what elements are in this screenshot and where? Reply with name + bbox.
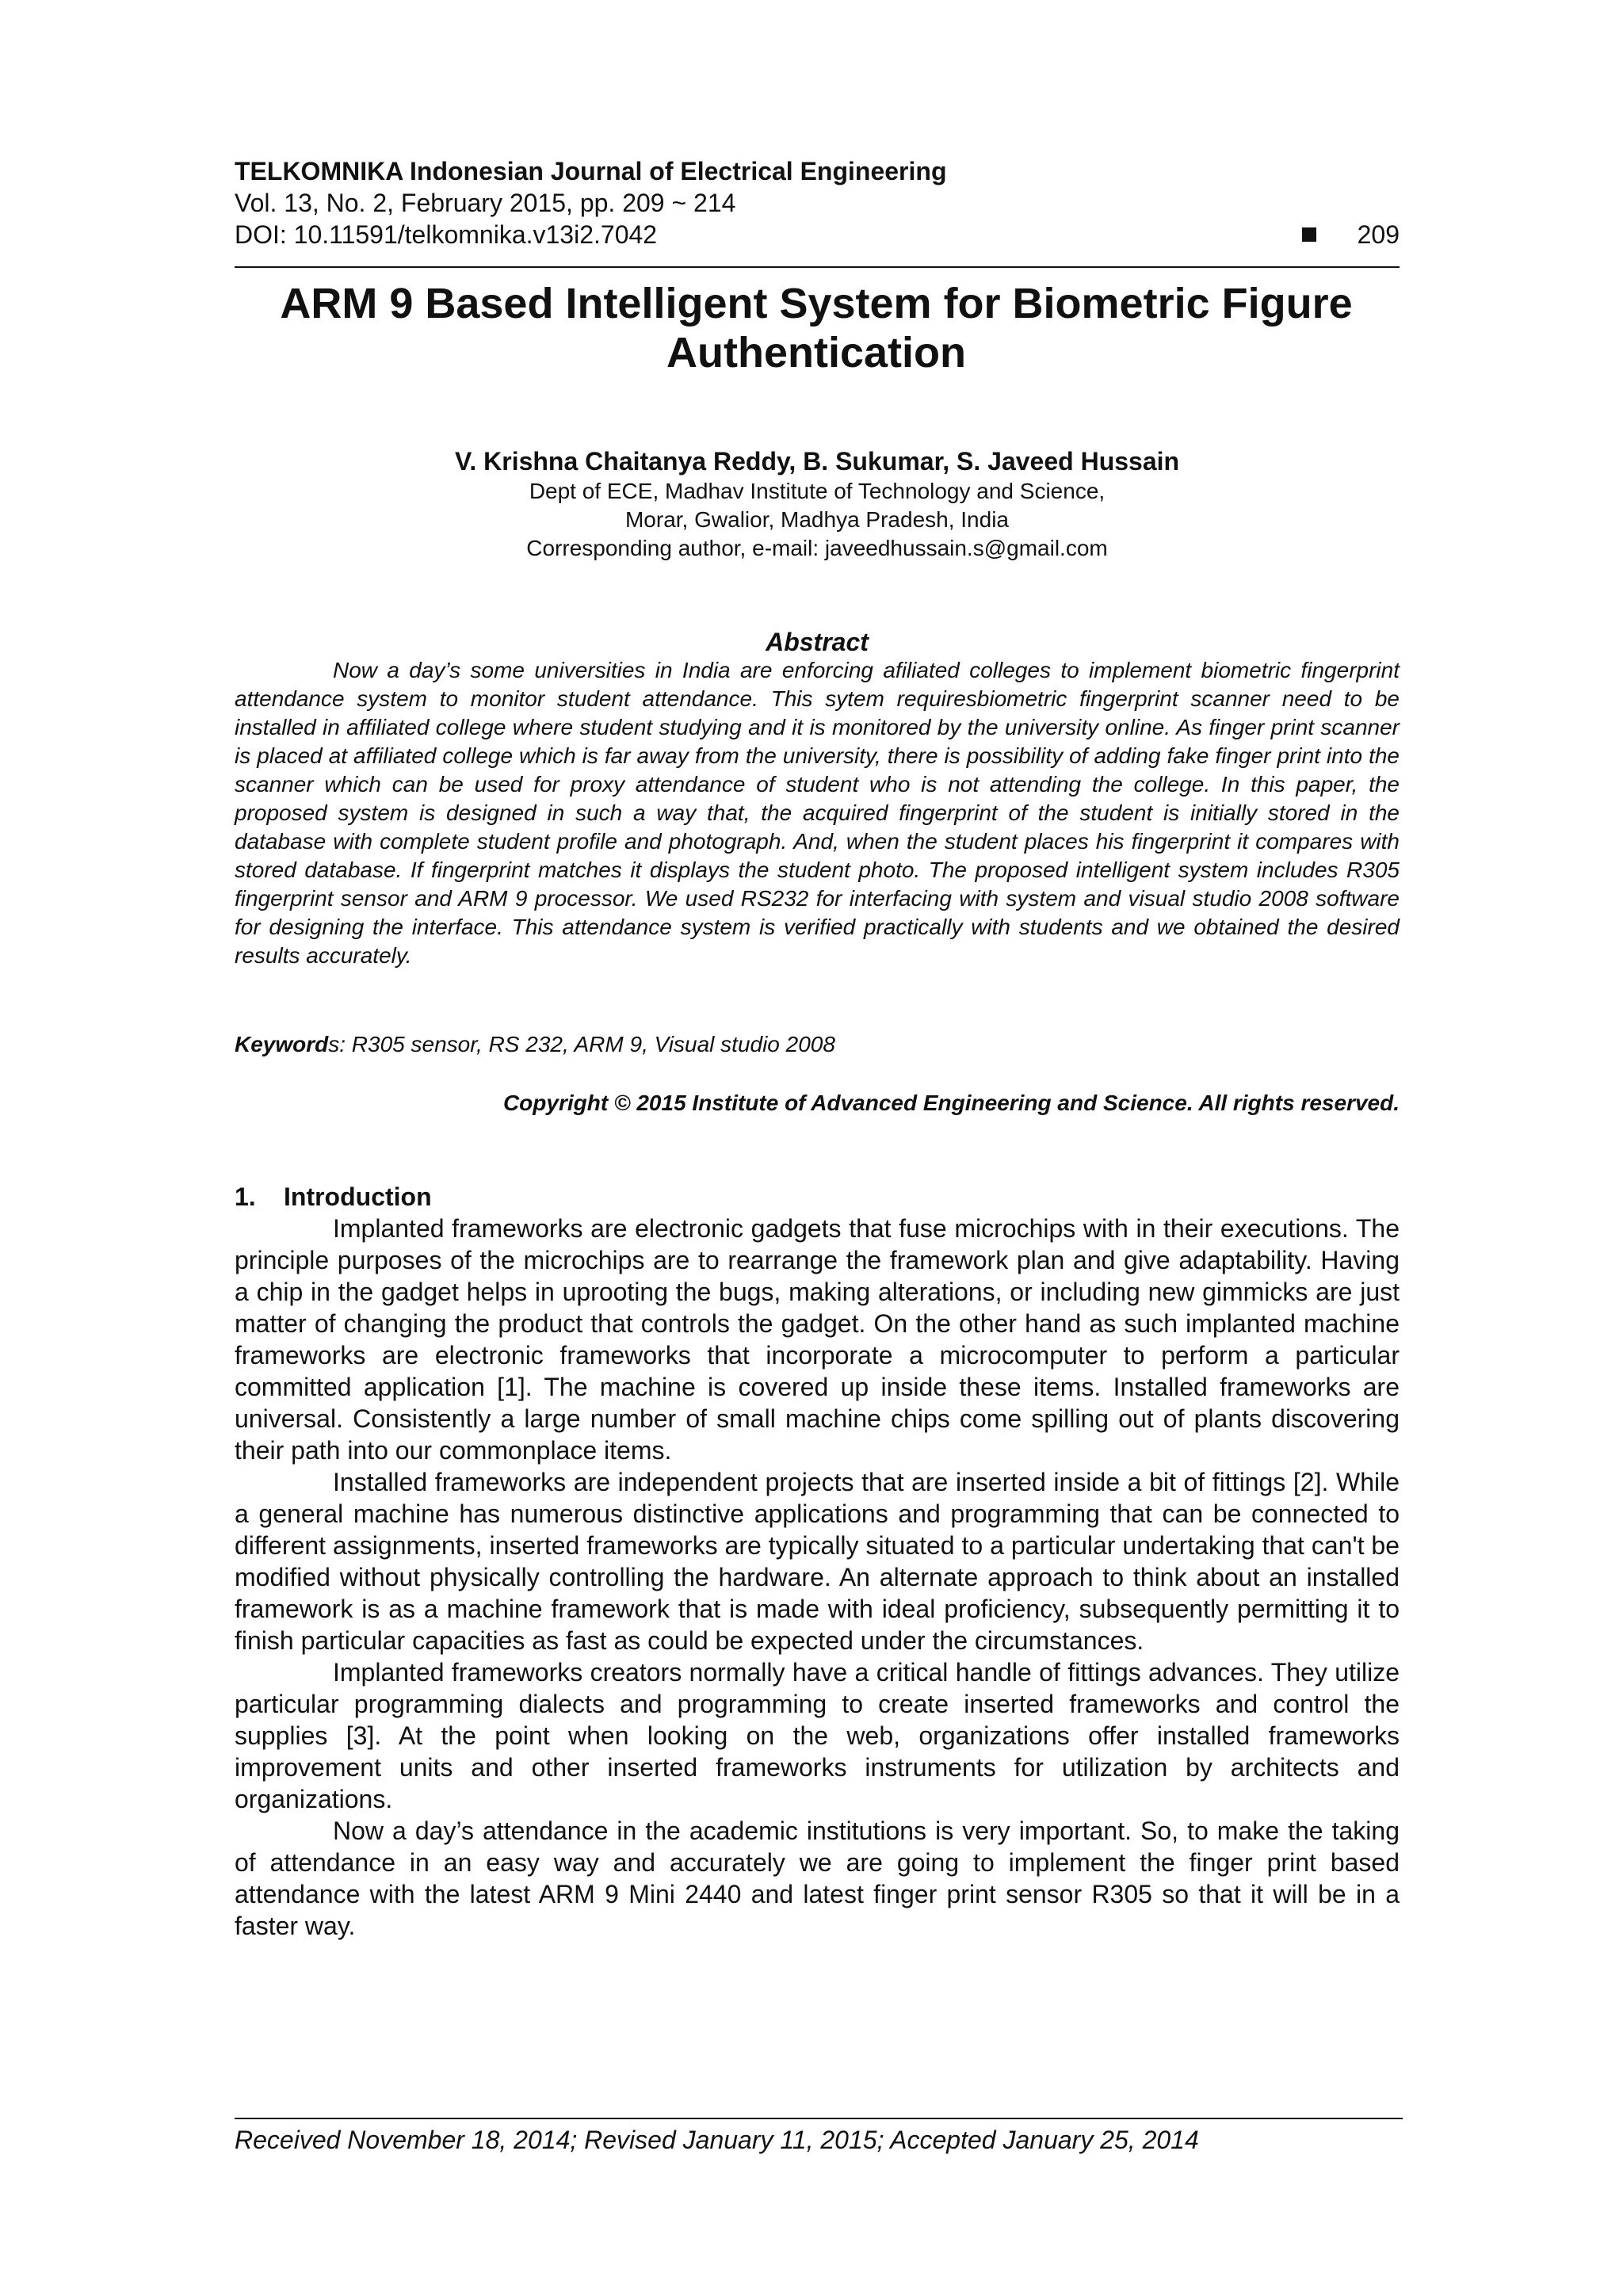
title-line-2: Authentication bbox=[666, 329, 966, 376]
affiliation-line-2: Morar, Gwalior, Madhya Pradesh, India bbox=[624, 507, 1009, 532]
paper-title bbox=[198, 279, 1434, 377]
doi: DOI: 10.11591/telkomnika.v13i2.7042 bbox=[235, 220, 658, 249]
abstract-heading: Abstract bbox=[766, 628, 869, 656]
paragraph: Installed frameworks are independent projects that are inserted inside a bit of fittings [2]. While a general machine has numerous distinctive applications and programming that can be connected to different assignments, inserted frameworks are typically situated to a particular undertaking that can't be modified without physically controlling the hardware. An alternate approach to think about an installed framework is as a machine framework that is made with ideal proficiency, subsequently permitting it to finish particular capacities as fast as could be expected under the circumstances. bbox=[235, 1468, 1400, 1655]
volume-info: Vol. 13, No. 2, February 2015, pp. 209 ~ 214 bbox=[235, 189, 736, 217]
journal-name: TELKOMNIKA Indonesian Journal of Electrical Engineering bbox=[235, 157, 947, 185]
footer-rule bbox=[235, 2118, 1403, 2119]
paragraph: Implanted frameworks creators normally have a critical handle of fittings advances. They utilize particular programming dialects and programming to create inserted frameworks and control the supplies [3]. At the point when looking on the web, organizations offer installed frameworks improvement units and other inserted frameworks instruments for utilization by architects and organizations. bbox=[235, 1658, 1400, 1813]
title-line-1: ARM 9 Based Intelligent System for Biometric Figure bbox=[280, 280, 1353, 327]
affiliation-line-1: Dept of ECE, Madhav Institute of Technology and Science, bbox=[529, 479, 1106, 503]
keywords-list: s: R305 sensor, RS 232, ARM 9, Visual studio 2008 bbox=[328, 1032, 835, 1056]
page-marker bbox=[1302, 219, 1400, 250]
section-number: 1. bbox=[235, 1182, 256, 1211]
running-header bbox=[235, 155, 1400, 250]
section-heading-introduction bbox=[235, 1181, 432, 1213]
paragraph: Implanted frameworks are electronic gadgets that fuse microchips with in their executions. The principle purposes of the microchips are to rearrange the framework plan and give adaptability. Having a chip in the gadget helps in uprooting the bugs, making alterations, or including new gimmicks are just matter of changing the product that controls the gadget. On the other hand as such implanted machine frameworks are electronic frameworks that incorporate a microcomputer to perform a particular committed application [1]. The machine is covered up inside these items. Installed frameworks are universal. Consistently a large number of small machine chips come spilling out of plants discovering their path into our commonplace items. bbox=[235, 1214, 1400, 1465]
page-number: 209 bbox=[1357, 220, 1400, 249]
doi-row bbox=[235, 219, 1400, 250]
authors: V. Krishna Chaitanya Reddy, B. Sukumar, S. Javeed Hussain bbox=[454, 447, 1180, 476]
keywords bbox=[235, 1030, 1400, 1059]
corresponding-author: Corresponding author, e-mail: javeedhussain.s@gmail.com bbox=[526, 536, 1108, 560]
abstract-text: Now a day’s some universities in India are enforcing afiliated colleges to implement biometric fingerprint attendance system to monitor student attendance. This sytem requiresbiometric fingerprint scanner need to be installed in affiliated college where student studying and it is monitored by the university online. As finger print scanner is placed at affiliated college which is far away from the university, there is possibility of adding fake finger print into the scanner which can be used for proxy attendance of student who is not attending the college. In this paper, the proposed system is designed in such a way that, the acquired fingerprint of the student is initially stored in the database with complete student profile and photograph. And, when the student places his fingerprint it compares with stored database. If fingerprint matches it displays the student photo. The proposed intelligent system includes R305 fingerprint sensor and ARM 9 processor. We used RS232 for interfacing with system and visual studio 2008 software for designing the interface. This attendance system is verified practically with students and we obtained the desired results accurately. bbox=[235, 658, 1400, 968]
header-rule bbox=[235, 266, 1400, 268]
section-title: Introduction bbox=[284, 1182, 432, 1211]
copyright-notice: Copyright © 2015 Institute of Advanced Engineering and Science. All rights reserved. bbox=[502, 1091, 1400, 1115]
paragraph: Now a day’s attendance in the academic institutions is very important. So, to make the taking of attendance in an easy way and accurately we are going to implement the finger print based attendance with the latest ARM 9 Mini 2440 and latest finger print sensor R305 so that it will be in a faster way. bbox=[235, 1817, 1400, 1940]
square-bullet-icon bbox=[1302, 227, 1316, 242]
keywords-label: Keyword bbox=[235, 1032, 329, 1056]
received-dates: Received November 18, 2014; Revised January 11, 2015; Accepted January 25, 2014 bbox=[235, 2126, 1199, 2154]
introduction-body bbox=[235, 1213, 1400, 1942]
affiliation bbox=[235, 477, 1400, 563]
